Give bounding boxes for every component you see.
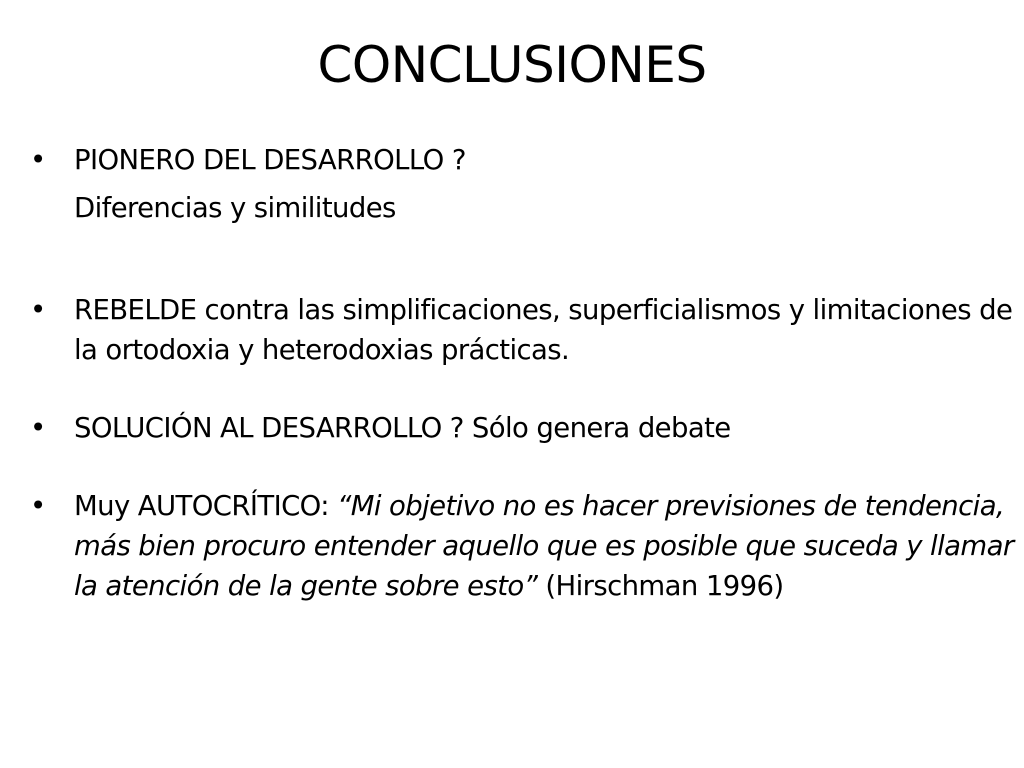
bullet-item-rebelde bbox=[30, 290, 1020, 370]
bullet-icon: • bbox=[30, 412, 46, 444]
citation-text: (Hirschman 1996) bbox=[537, 570, 784, 602]
bullet-text: REBELDE contra las simplificaciones, superficialismos y limitaciones de la ortodoxia y heterodoxias prácticas. bbox=[74, 294, 1013, 366]
bullet-lead: Muy AUTOCRÍTICO: bbox=[74, 490, 338, 522]
bullet-item-solucion bbox=[30, 408, 1020, 448]
bullet-list bbox=[30, 140, 1020, 606]
bullet-icon: • bbox=[30, 144, 46, 176]
bullet-item-autocritico bbox=[30, 486, 1020, 606]
quote-text: “Mi objetivo no es hacer previsiones de tendencia, más bien procuro entender aquello que es posible que suceda y llamar la atención de la gente sobre esto” bbox=[74, 490, 1014, 602]
bullet-icon: • bbox=[30, 294, 46, 326]
bullet-icon: • bbox=[30, 490, 46, 522]
bullet-text: PIONERO DEL DESARROLLO ? bbox=[74, 144, 466, 176]
bullet-subtext: Diferencias y similitudes bbox=[74, 192, 396, 224]
bullet-text: SOLUCIÓN AL DESARROLLO ? Sólo genera debate bbox=[74, 412, 731, 444]
slide-title: CONCLUSIONES bbox=[317, 36, 707, 94]
bullet-item-pionero bbox=[30, 140, 1020, 228]
